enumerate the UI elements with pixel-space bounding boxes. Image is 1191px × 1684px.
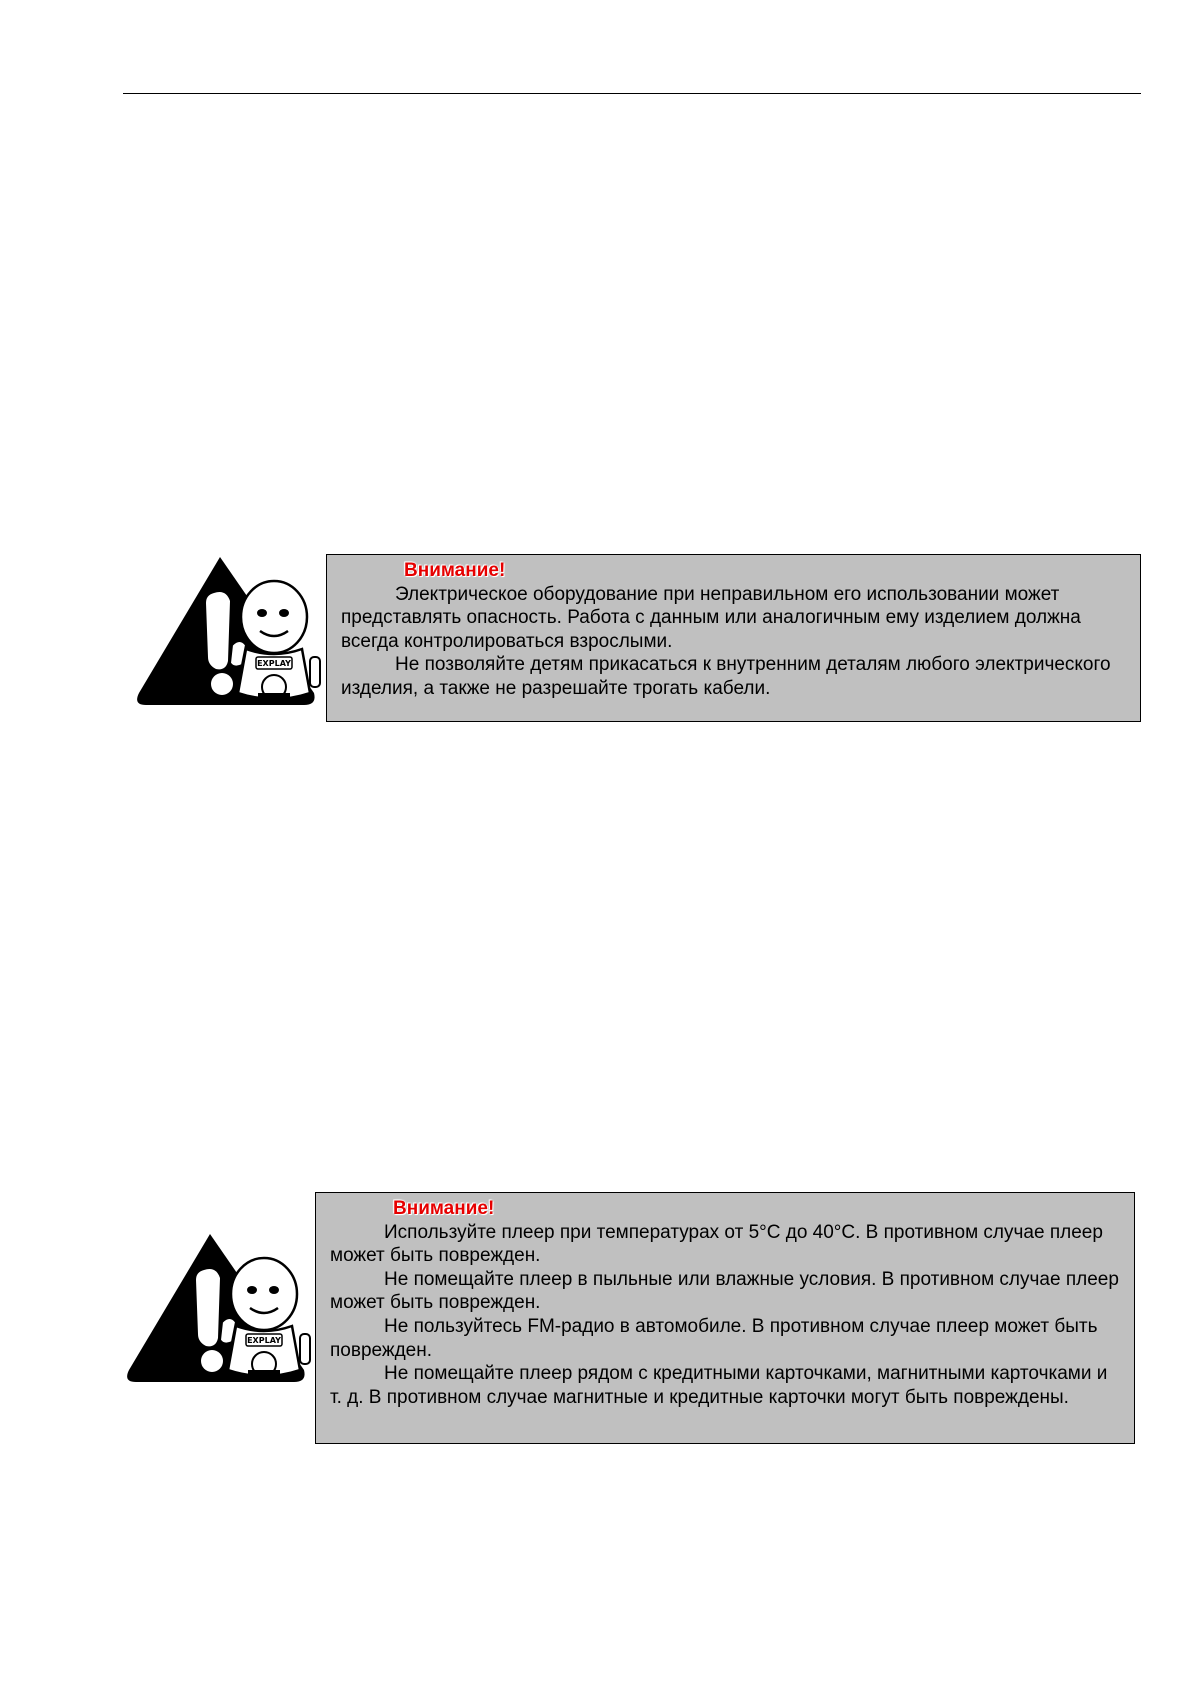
warning-box-1: [326, 554, 1141, 722]
warning-paragraph: Используйте плеер при температурах от 5°C до 40°C. В противном случае плеер может быть поврежден.: [330, 1221, 1103, 1267]
warning-triangle-icon: [124, 1230, 312, 1390]
warning-box-2: [315, 1192, 1135, 1444]
warning-paragraph: Не пользуйтесь FM-радио в автомобиле. В противном случае плеер может быть поврежден.: [330, 1315, 1098, 1361]
warning-paragraph: Электрическое оборудование при неправильном его использовании может представлять опасность. Работа с данным или аналогичным ему изделием должна всегда контролироваться взрослыми.: [341, 583, 1081, 652]
mascot-badge: EXPLAY: [247, 1336, 281, 1345]
header-rule: [123, 93, 1141, 94]
warning-paragraph: Не позволяйте детям прикасаться к внутренним деталям любого электрического изделия, а также не разрешайте трогать кабели.: [341, 654, 1111, 699]
warning-paragraph: Не помещайте плеер рядом с кредитными карточками, магнитными карточками и т. д. В противном случае магнитные и кредитные карточки могут быть повреждены.: [330, 1363, 1108, 1408]
warning-title: Внимание!: [404, 560, 506, 581]
mascot-badge: EXPLAY: [257, 659, 291, 668]
warning-paragraph: Не помещайте плеер в пыльные или влажные условия. В противном случае плеер может быть поврежден.: [330, 1268, 1119, 1314]
warning-triangle-icon: [134, 553, 322, 713]
warning-title: Внимание!: [393, 1198, 495, 1219]
